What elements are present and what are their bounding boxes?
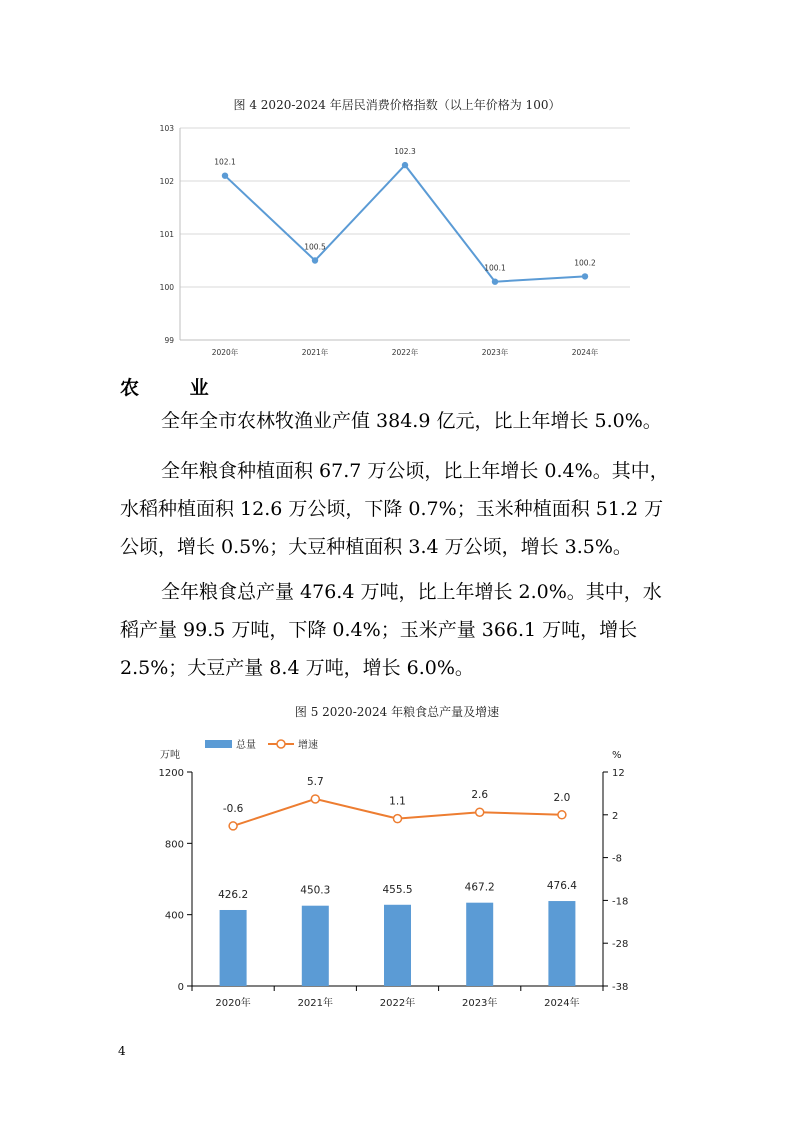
x-tick-label: 2020年 bbox=[215, 998, 251, 1009]
y-tick-label: 101 bbox=[159, 230, 174, 239]
left-axis-unit: 万吨 bbox=[160, 750, 180, 761]
y-tick-label: 99 bbox=[164, 336, 174, 345]
left-y-tick-label: 1200 bbox=[158, 768, 184, 779]
growth-rate-label: -0.6 bbox=[222, 802, 244, 815]
cpi-data-label: 100.5 bbox=[304, 242, 326, 252]
growth-rate-point bbox=[311, 795, 319, 803]
right-y-tick-label: 2 bbox=[612, 810, 619, 822]
growth-rate-point bbox=[476, 808, 484, 816]
growth-rate-label: 2.0 bbox=[553, 791, 571, 804]
growth-rate-label: 1.1 bbox=[389, 795, 406, 808]
total-output-bar bbox=[548, 901, 575, 986]
x-tick-label: 2024年 bbox=[544, 998, 580, 1009]
x-tick-label: 2023年 bbox=[461, 998, 498, 1009]
total-output-label: 455.5 bbox=[382, 883, 413, 896]
section-heading: 农 业 bbox=[120, 377, 231, 399]
legend-growth-marker bbox=[277, 740, 285, 748]
figure-5-caption: 图 5 2020-2024 年粮食总产量及增速 bbox=[294, 705, 500, 719]
y-tick-label: 100 bbox=[159, 283, 174, 292]
left-y-tick-label: 0 bbox=[177, 982, 184, 993]
y-tick-label: 103 bbox=[159, 124, 174, 133]
growth-rate-label: 2.6 bbox=[471, 789, 489, 802]
total-output-label: 476.4 bbox=[546, 880, 577, 893]
cpi-data-label: 102.3 bbox=[394, 147, 416, 157]
x-tick-label: 2023年 bbox=[481, 348, 509, 357]
right-y-tick-label: -38 bbox=[612, 982, 629, 993]
total-output-bar bbox=[466, 903, 493, 986]
x-tick-label: 2021年 bbox=[297, 998, 334, 1009]
x-tick-label: 2024年 bbox=[571, 348, 599, 357]
x-tick-label: 2021年 bbox=[301, 348, 329, 357]
total-output-label: 450.3 bbox=[300, 884, 331, 897]
cpi-data-label: 100.2 bbox=[574, 258, 596, 268]
paragraph-2-text: 全年粮食种植面积 67.7 万公顷，比上年增长 0.4%。其中，水稻种植面积 12.6 万公顷，下降 0.7%；玉米种植面积 51.2 万公顷，增长 0.5%；大豆种植面积 3.4 万公顷，增长 3.5%。 bbox=[120, 460, 669, 558]
paragraph-1-text: 全年全市农林牧渔业产值 384.9 亿元，比上年增长 5.0%。 bbox=[161, 410, 662, 432]
total-output-bar bbox=[384, 905, 411, 986]
growth-rate-point bbox=[229, 822, 237, 830]
cpi-data-label: 100.1 bbox=[484, 263, 506, 273]
right-y-tick-label: -28 bbox=[612, 939, 629, 951]
legend-total-swatch bbox=[205, 740, 232, 748]
page-number: 4 bbox=[118, 1044, 126, 1058]
figure-4-caption: 图 4 2020-2024 年居民消费价格指数（以上年价格为 100） bbox=[233, 98, 561, 112]
growth-rate-point bbox=[394, 815, 402, 823]
x-tick-label: 2020年 bbox=[211, 348, 239, 357]
growth-rate-label: 5.7 bbox=[306, 775, 324, 788]
total-output-bar bbox=[220, 910, 247, 986]
right-y-tick-label: -18 bbox=[612, 896, 629, 908]
right-y-tick-label: 12 bbox=[612, 768, 625, 779]
legend-growth-label: 增速 bbox=[298, 740, 318, 751]
total-output-label: 467.2 bbox=[464, 881, 495, 894]
left-y-tick-label: 400 bbox=[164, 910, 184, 922]
right-y-tick-label: -8 bbox=[612, 853, 622, 865]
total-output-bar bbox=[302, 906, 329, 986]
left-y-tick-label: 800 bbox=[164, 839, 184, 851]
right-axis-unit: % bbox=[612, 750, 622, 761]
paragraph-3-text: 全年粮食总产量 476.4 万吨，比上年增长 2.0%。其中，水稻产量 99.5 万吨，下降 0.4%；玉米产量 366.1 万吨，增长 2.5%；大豆产量 8.4 万吨，增长 6.0%。 bbox=[120, 581, 662, 679]
y-tick-label: 102 bbox=[159, 177, 174, 186]
legend-total-label: 总量 bbox=[236, 740, 256, 751]
cpi-data-label: 102.1 bbox=[214, 157, 236, 167]
x-tick-label: 2022年 bbox=[391, 348, 419, 357]
total-output-label: 426.2 bbox=[218, 888, 249, 901]
growth-rate-point bbox=[558, 811, 566, 819]
x-tick-label: 2022年 bbox=[379, 998, 416, 1009]
